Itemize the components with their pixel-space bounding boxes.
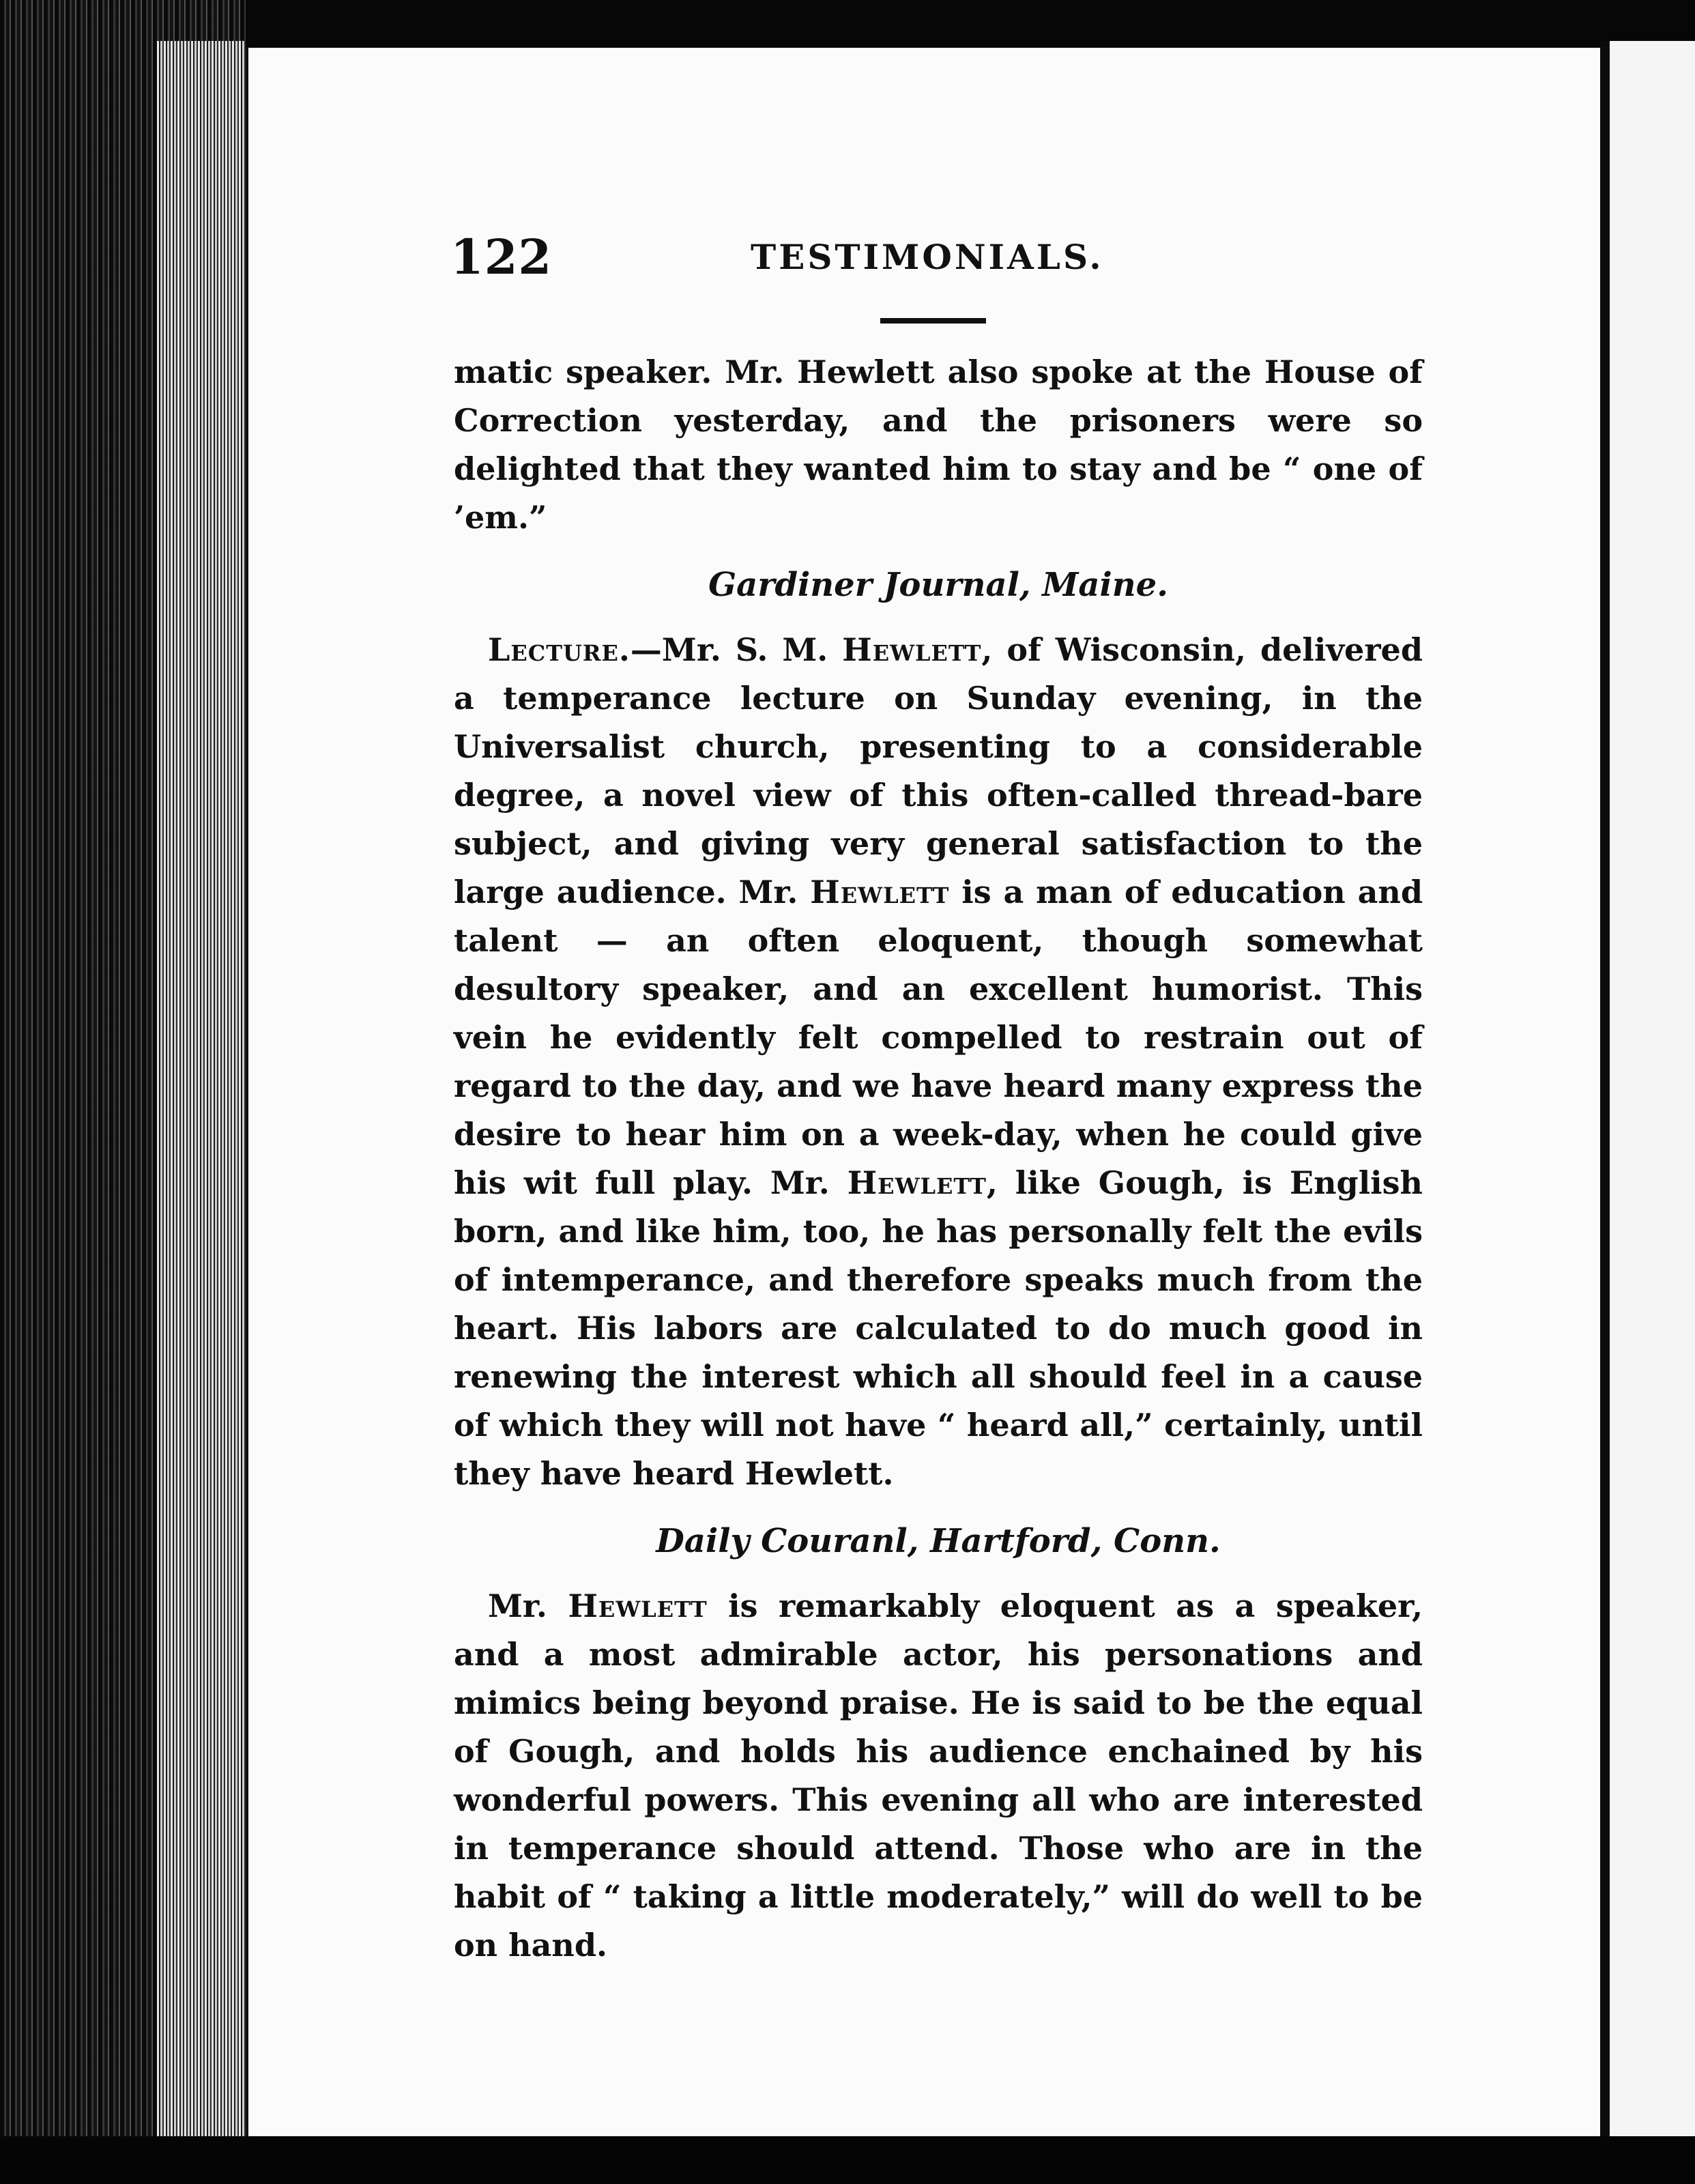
lead-in: Lecture.: [488, 631, 631, 668]
name-hewlett: Hewlett: [568, 1587, 708, 1624]
page-header: [450, 229, 1426, 290]
page-body: [454, 348, 1423, 1970]
testimonial-paragraph-courant: Mr. Hewlett is remarkably eloquent as a speaker, and a most admirable actor, his personations and mimics being beyond praise. He is said to be the equal of Gough, and holds his audience enchained by his wonderful powers. This evening all who are interested in temperance should attend. Those who are in the habit of “ taking a little moderately,” will do well to be on hand.: [454, 1587, 1423, 1964]
source-heading-gardiner: Gardiner Journal, Maine.: [708, 566, 1168, 604]
facing-page-edge: [1610, 41, 1695, 2150]
continuation-paragraph: matic speaker. Mr. Hewlett also spoke at the House of Correction yesterday, and the prisoners were so delighted that they wanted him to stay and be “ one of ’em.”: [454, 354, 1423, 536]
header-rule: [880, 318, 986, 324]
name-hewlett: Hewlett: [810, 874, 950, 910]
source-heading-courant: Daily Couranl, Hartford, Conn.: [656, 1522, 1221, 1560]
name-hewlett: Hewlett: [842, 631, 982, 668]
page-edges: [157, 41, 246, 2143]
page-number: 122: [450, 229, 553, 285]
name-hewlett: Hewlett: [847, 1164, 987, 1201]
testimonial-paragraph-gardiner: Lecture.—Mr. S. M. Hewlett, of Wisconsin, delivered a temperance lecture on Sunday evening, in the Universalist church, presenting to a considerable degree, a novel view of this often-called thread-bare subject, and giving very general satisfaction to the large audience. Mr. Hewlett is a man of education and talent — an often eloquent, though somewhat desultory speaker, and an excellent humorist. This vein he evidently felt compelled to restrain out of regard to the day, and we have heard many express the desire to hear him on a week-day, when he could give his wit full play. Mr. Hewlett, like Gough, is English born, and like him, too, he has personally felt the evils of intemperance, and therefore speaks much from the heart. His labors are calculated to do much good in renewing the interest which all should feel in a cause of which they will not have “ heard all,” certainly, until they have heard Hewlett.: [454, 631, 1423, 1492]
gutter-shadow: [1600, 41, 1610, 2150]
scan-border: [0, 2136, 1695, 2184]
running-head: TESTIMONIALS.: [751, 237, 1104, 277]
